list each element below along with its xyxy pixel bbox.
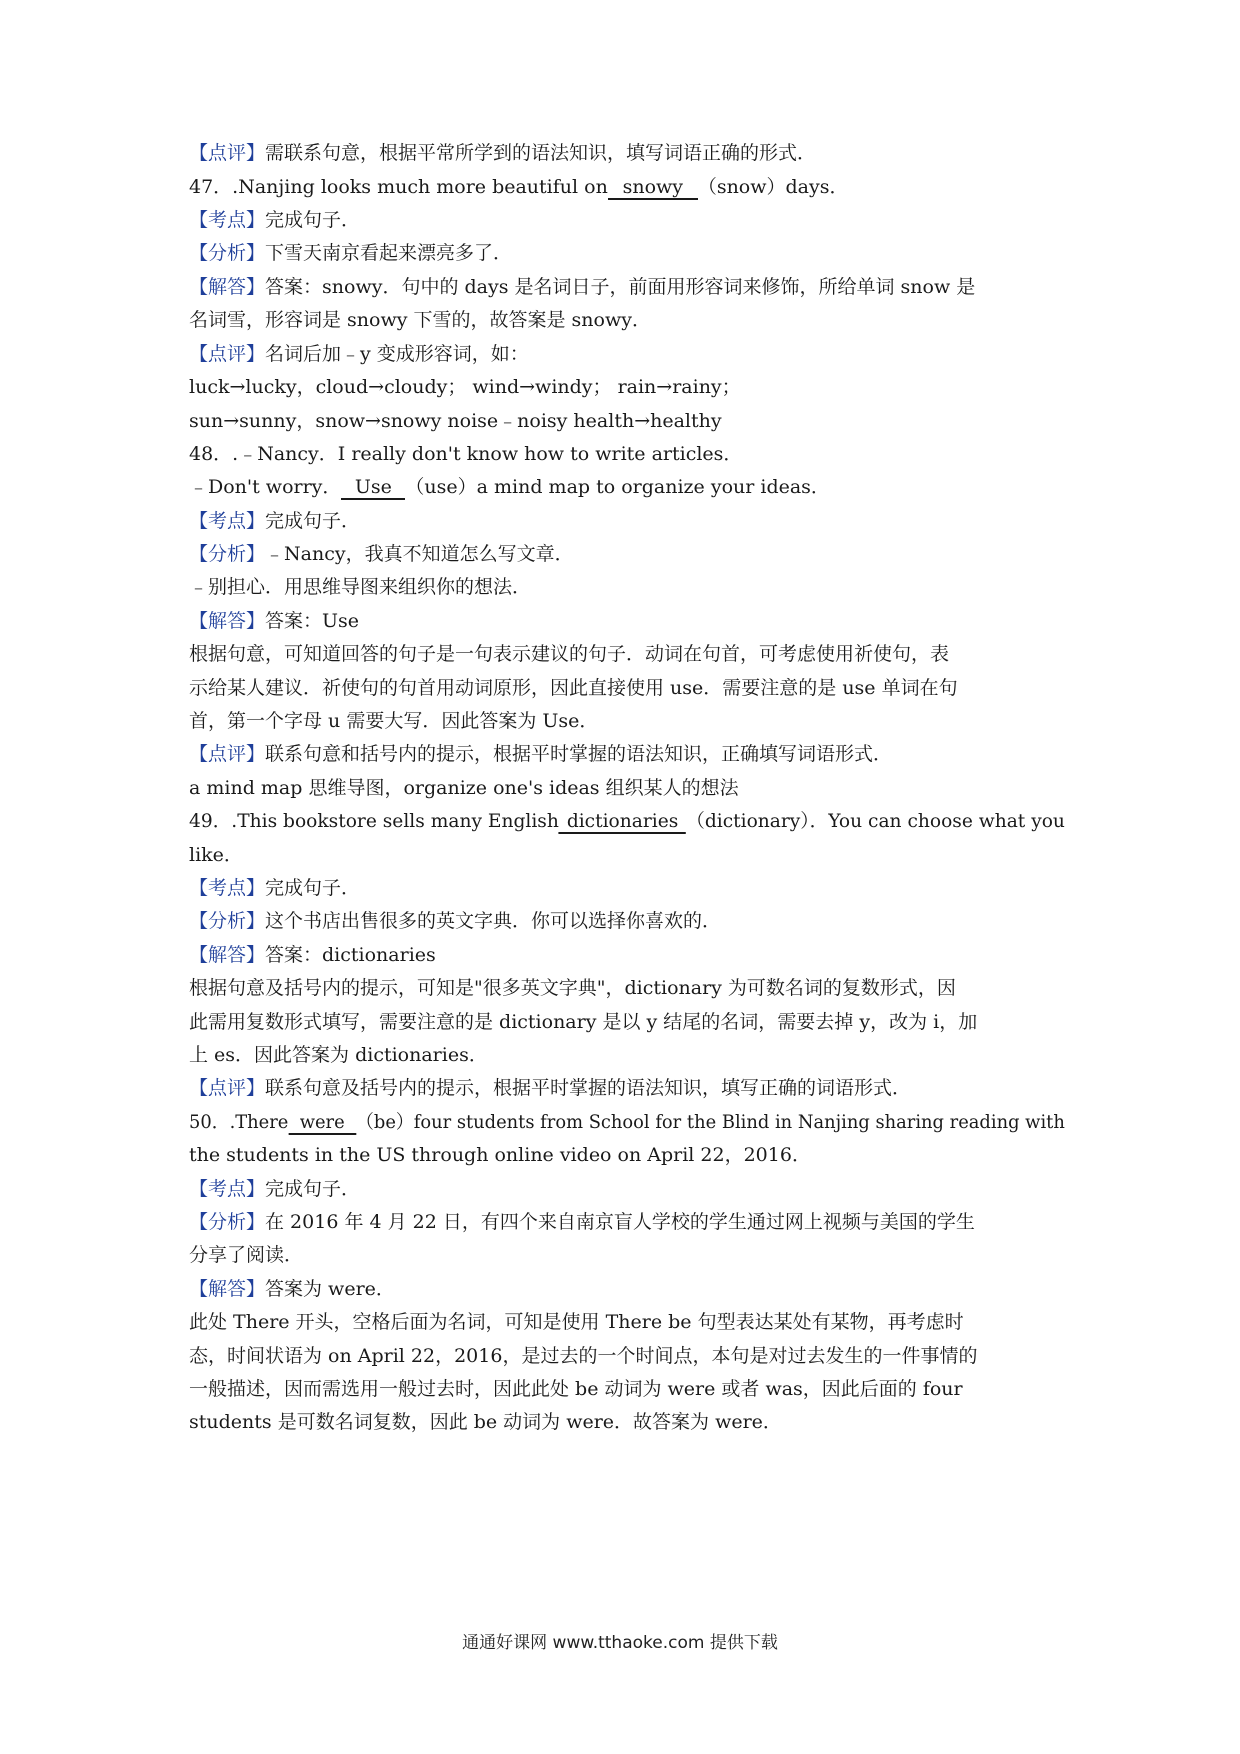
text-line: 首，第一个字母 u 需要大写．因此答案为 Use． <box>189 710 599 732</box>
question-48-reply: ﹣Don't worry． Use （use）a mind map to organize your ideas． <box>189 476 830 498</box>
analysis-line: 【分析】下雪天南京看起来漂亮多了． <box>189 242 513 264</box>
text-line: the students in the US through online video on April 22，2016． <box>189 1144 811 1166</box>
key-point-label: 【考点】 <box>189 877 266 899</box>
key-point-line: 【考点】完成句子． <box>189 1178 361 1200</box>
analysis-line: 【分析】这个书店出售很多的英文字典．你可以选择你喜欢的． <box>189 910 722 932</box>
key-point-line: 【考点】完成句子． <box>189 877 361 899</box>
text-line: luck→lucky，cloud→cloudy； wind→windy； rain→rainy； <box>189 376 741 398</box>
analysis-line: 【分析】﹣Nancy，我真不知道怎么写文章． <box>189 543 574 565</box>
question-49: 49．.This bookstore sells many English dictionaries （dictionary）．You can choose what you <box>189 810 1065 832</box>
key-point-label: 【考点】 <box>189 1178 266 1200</box>
text-line: 根据句意，可知道回答的句子是一句表示建议的句子．动词在句首，可考虑使用祈使句，表 <box>189 643 950 665</box>
answer-label: 【解答】 <box>189 610 266 632</box>
analysis-label: 【分析】 <box>189 1211 266 1233</box>
answer-label: 【解答】 <box>189 276 266 298</box>
comment-label: 【点评】 <box>189 343 266 365</box>
text-line: 名词雪，形容词是 snowy 下雪的，故答案是 snowy． <box>189 309 651 331</box>
comment-line: 【点评】需联系句意，根据平常所学到的语法知识，填写词语正确的形式． <box>189 142 817 164</box>
question-47: 47．.Nanjing looks much more beautiful on snowy （snow）days． <box>189 176 849 198</box>
analysis-label: 【分析】 <box>189 910 266 932</box>
text-line: a mind map 思维导图，organize one's ideas 组织某人的想法 <box>189 777 739 799</box>
question-48: 48．.﹣Nancy．I really don't know how to write articles． <box>189 443 743 465</box>
answer-label: 【解答】 <box>189 944 266 966</box>
key-point-label: 【考点】 <box>189 510 266 532</box>
text-line: like． <box>189 844 243 866</box>
key-point-label: 【考点】 <box>189 209 266 231</box>
answer-line: 【解答】答案：Use <box>189 610 360 632</box>
text-line: 示给某人建议．祈使句的句首用动词原形，因此直接使用 use．需要注意的是 use 单词在句 <box>189 677 958 699</box>
text-line: 一般描述，因而需选用一般过去时，因此此处 be 动词为 were 或者 was，因此后面的 four <box>189 1378 963 1400</box>
text-line: 根据句意及括号内的提示，可知是"很多英文字典"，dictionary 为可数名词的复数形式，因 <box>189 977 956 999</box>
answer-line: 【解答】答案：snowy．句中的 days 是名词日子，前面用形容词来修饰，所给单词 snow 是 <box>189 276 976 298</box>
text-line: students 是可数名词复数，因此 be 动词为 were．故答案为 were． <box>189 1411 782 1433</box>
analysis-label: 【分析】 <box>189 543 266 565</box>
page-footer: 通通好课网 www.tthaoke.com 提供下载 <box>462 1633 778 1653</box>
text-line: 此处 There 开头，空格后面为名词，可知是使用 There be 句型表达某处有某物，再考虑时 <box>189 1311 964 1333</box>
comment-line: 【点评】联系句意和括号内的提示，根据平时掌握的语法知识，正确填写词语形式． <box>189 743 893 765</box>
answer-label: 【解答】 <box>189 1278 266 1300</box>
comment-label: 【点评】 <box>189 142 266 164</box>
text-line: 分享了阅读． <box>189 1244 304 1266</box>
key-point-line: 【考点】完成句子． <box>189 209 361 231</box>
key-point-line: 【考点】完成句子． <box>189 510 361 532</box>
text-line: sun→sunny，snow→snowy noise﹣noisy health→healthy <box>189 410 722 432</box>
answer-blank: dictionaries <box>559 810 686 834</box>
answer-blank: were <box>288 1111 356 1135</box>
text-line: ﹣别担心．用思维导图来组织你的想法． <box>189 576 532 598</box>
analysis-label: 【分析】 <box>189 242 266 264</box>
comment-label: 【点评】 <box>189 743 266 765</box>
comment-label: 【点评】 <box>189 1077 266 1099</box>
answer-blank: Use <box>341 476 405 500</box>
question-50: 50．.There were （be）four students from School for the Blind in Nanjing sharing reading with <box>189 1111 1065 1133</box>
answer-blank: snowy <box>608 176 698 200</box>
answer-line: 【解答】答案：dictionaries <box>189 944 436 966</box>
analysis-line: 【分析】在 2016 年 4 月 22 日，有四个来自南京盲人学校的学生通过网上视频与美国的学生 <box>189 1211 975 1233</box>
answer-line: 【解答】答案为 were． <box>189 1278 395 1300</box>
comment-line: 【点评】名词后加﹣y 变成形容词，如： <box>189 343 529 365</box>
text-line: 此需用复数形式填写，需要注意的是 dictionary 是以 y 结尾的名词，需要去掉 y，改为 i，加 <box>189 1011 978 1033</box>
comment-line: 【点评】联系句意及括号内的提示，根据平时掌握的语法知识，填写正确的词语形式． <box>189 1077 912 1099</box>
text-line: 上 es．因此答案为 dictionaries． <box>189 1044 488 1066</box>
text-line: 态，时间状语为 on April 22，2016，是过去的一个时间点，本句是对过去发生的一件事情的 <box>189 1345 978 1367</box>
